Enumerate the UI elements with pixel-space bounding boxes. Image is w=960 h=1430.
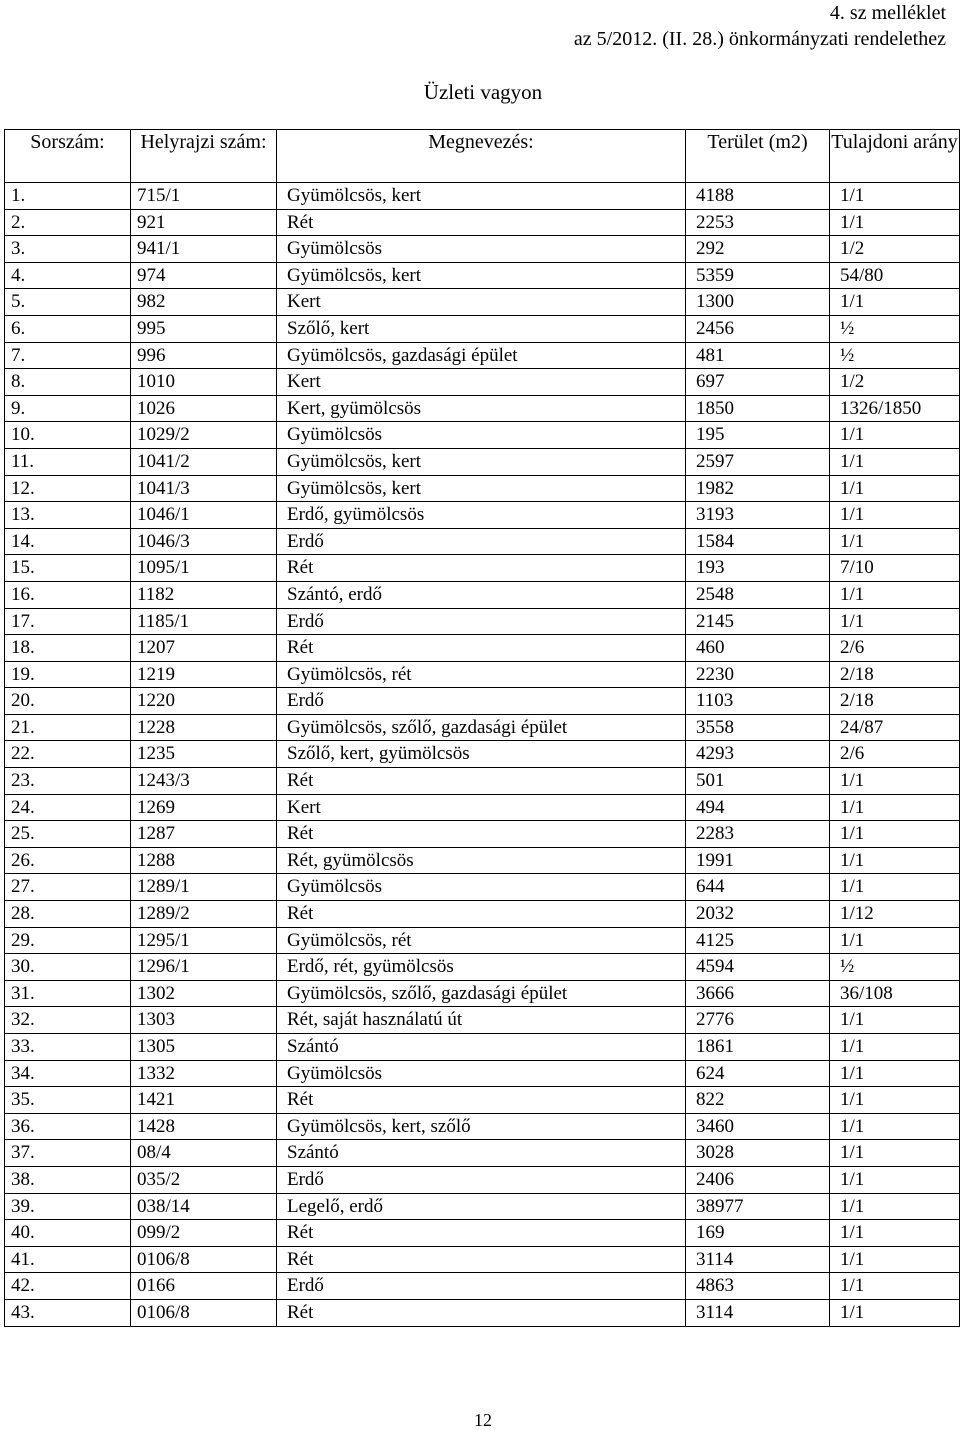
parcel-number-cell: 1288	[131, 847, 277, 874]
ownership-share-cell: 1/1	[830, 847, 960, 874]
serial-cell: 33.	[5, 1034, 131, 1061]
parcel-number-cell: 1332	[131, 1060, 277, 1087]
area-cell: 38977	[686, 1193, 830, 1220]
designation-cell: Gyümölcsös	[277, 236, 686, 263]
table-row	[5, 369, 960, 396]
parcel-number-cell: 921	[131, 209, 277, 236]
area-cell: 1982	[686, 475, 830, 502]
designation-cell: Gyümölcsös, gazdasági épület	[277, 342, 686, 369]
table-row	[5, 315, 960, 342]
designation-cell: Szántó, erdő	[277, 581, 686, 608]
designation-cell: Rét	[277, 555, 686, 582]
ownership-share-cell: 24/87	[830, 714, 960, 741]
table-row	[5, 874, 960, 901]
designation-cell: Gyümölcsös, szőlő, gazdasági épület	[277, 980, 686, 1007]
table-row	[5, 581, 960, 608]
serial-cell: 25.	[5, 821, 131, 848]
designation-cell: Rét	[277, 1299, 686, 1326]
table-row	[5, 395, 960, 422]
table-row	[5, 1034, 960, 1061]
parcel-number-cell: 1243/3	[131, 768, 277, 795]
area-cell: 4594	[686, 954, 830, 981]
serial-cell: 11.	[5, 448, 131, 475]
ownership-share-cell: ½	[830, 954, 960, 981]
ownership-share-cell: 1/1	[830, 581, 960, 608]
table-row	[5, 1060, 960, 1087]
ownership-share-cell: 1/1	[830, 874, 960, 901]
ownership-share-cell: 1/1	[830, 1060, 960, 1087]
table-row	[5, 1193, 960, 1220]
area-cell: 2032	[686, 901, 830, 928]
parcel-number-cell: 1041/3	[131, 475, 277, 502]
ownership-share-cell: 1/1	[830, 183, 960, 210]
parcel-number-cell: 1026	[131, 395, 277, 422]
table-header-row	[5, 130, 960, 183]
area-cell: 644	[686, 874, 830, 901]
page-number: 12	[474, 1410, 492, 1430]
ownership-share-cell: 1/1	[830, 1007, 960, 1034]
ownership-share-cell: 54/80	[830, 262, 960, 289]
designation-cell: Kert	[277, 369, 686, 396]
table-row	[5, 927, 960, 954]
table-row	[5, 768, 960, 795]
area-cell: 2145	[686, 608, 830, 635]
parcel-number-cell: 035/2	[131, 1166, 277, 1193]
area-cell: 3193	[686, 502, 830, 529]
table-row	[5, 608, 960, 635]
area-cell: 3558	[686, 714, 830, 741]
table-row	[5, 528, 960, 555]
table-row	[5, 714, 960, 741]
serial-cell: 42.	[5, 1273, 131, 1300]
serial-cell: 7.	[5, 342, 131, 369]
designation-cell: Gyümölcsös, rét	[277, 927, 686, 954]
table-row	[5, 1166, 960, 1193]
area-cell: 494	[686, 794, 830, 821]
table-row	[5, 901, 960, 928]
ownership-share-cell: 1/1	[830, 768, 960, 795]
table-row	[5, 1246, 960, 1273]
parcel-number-cell: 1269	[131, 794, 277, 821]
ownership-share-cell: 1/1	[830, 448, 960, 475]
area-cell: 460	[686, 635, 830, 662]
serial-cell: 16.	[5, 581, 131, 608]
serial-cell: 36.	[5, 1113, 131, 1140]
designation-cell: Rét	[277, 635, 686, 662]
table-row	[5, 502, 960, 529]
parcel-number-cell: 1295/1	[131, 927, 277, 954]
parcel-number-cell: 1046/3	[131, 528, 277, 555]
table-row	[5, 475, 960, 502]
designation-cell: Gyümölcsös	[277, 1060, 686, 1087]
parcel-number-cell: 1228	[131, 714, 277, 741]
serial-cell: 9.	[5, 395, 131, 422]
area-cell: 193	[686, 555, 830, 582]
designation-cell: Gyümölcsös	[277, 874, 686, 901]
column-header-serial: Sorszám:	[5, 130, 131, 183]
ownership-share-cell: 1/1	[830, 1087, 960, 1114]
parcel-number-cell: 996	[131, 342, 277, 369]
parcel-number-cell: 1296/1	[131, 954, 277, 981]
designation-cell: Rét	[277, 901, 686, 928]
serial-cell: 41.	[5, 1246, 131, 1273]
serial-cell: 38.	[5, 1166, 131, 1193]
designation-cell: Gyümölcsös, kert	[277, 475, 686, 502]
parcel-number-cell: 1421	[131, 1087, 277, 1114]
ownership-share-cell: 1/1	[830, 1246, 960, 1273]
area-cell: 2456	[686, 315, 830, 342]
parcel-number-cell: 974	[131, 262, 277, 289]
area-cell: 1584	[686, 528, 830, 555]
designation-cell: Erdő	[277, 1166, 686, 1193]
ownership-share-cell: 1/1	[830, 1193, 960, 1220]
ownership-share-cell: 2/18	[830, 688, 960, 715]
serial-cell: 14.	[5, 528, 131, 555]
designation-cell: Legelő, erdő	[277, 1193, 686, 1220]
designation-cell: Rét, gyümölcsös	[277, 847, 686, 874]
parcel-number-cell: 1428	[131, 1113, 277, 1140]
parcel-number-cell: 0166	[131, 1273, 277, 1300]
annex-number: 4. sz melléklet	[829, 2, 946, 24]
table-row	[5, 847, 960, 874]
table-row	[5, 1087, 960, 1114]
serial-cell: 19.	[5, 661, 131, 688]
area-cell: 292	[686, 236, 830, 263]
table-row	[5, 1140, 960, 1167]
serial-cell: 15.	[5, 555, 131, 582]
ownership-share-cell: 1/2	[830, 236, 960, 263]
area-cell: 2230	[686, 661, 830, 688]
table-row	[5, 342, 960, 369]
table-row	[5, 980, 960, 1007]
ownership-share-cell: 1/1	[830, 927, 960, 954]
parcel-number-cell: 1182	[131, 581, 277, 608]
table-row	[5, 794, 960, 821]
area-cell: 4188	[686, 183, 830, 210]
serial-cell: 1.	[5, 183, 131, 210]
area-cell: 3460	[686, 1113, 830, 1140]
parcel-number-cell: 1207	[131, 635, 277, 662]
ownership-share-cell: 1/1	[830, 821, 960, 848]
parcel-number-cell: 099/2	[131, 1220, 277, 1247]
designation-cell: Rét	[277, 821, 686, 848]
serial-cell: 24.	[5, 794, 131, 821]
parcel-number-cell: 1289/2	[131, 901, 277, 928]
area-cell: 481	[686, 342, 830, 369]
area-cell: 5359	[686, 262, 830, 289]
serial-cell: 18.	[5, 635, 131, 662]
designation-cell: Erdő, gyümölcsös	[277, 502, 686, 529]
parcel-number-cell: 1305	[131, 1034, 277, 1061]
table-row	[5, 289, 960, 316]
area-cell: 1103	[686, 688, 830, 715]
area-cell: 4293	[686, 741, 830, 768]
column-header-parcel-number: Helyrajzi szám:	[131, 130, 277, 183]
parcel-number-cell: 1185/1	[131, 608, 277, 635]
designation-cell: Szőlő, kert, gyümölcsös	[277, 741, 686, 768]
area-cell: 4863	[686, 1273, 830, 1300]
designation-cell: Gyümölcsös, kert	[277, 183, 686, 210]
area-cell: 195	[686, 422, 830, 449]
column-header-designation: Megnevezés:	[277, 130, 686, 183]
area-cell: 2776	[686, 1007, 830, 1034]
area-cell: 3666	[686, 980, 830, 1007]
serial-cell: 3.	[5, 236, 131, 263]
parcel-number-cell: 1289/1	[131, 874, 277, 901]
serial-cell: 26.	[5, 847, 131, 874]
parcel-number-cell: 038/14	[131, 1193, 277, 1220]
designation-cell: Rét	[277, 1246, 686, 1273]
designation-cell: Rét	[277, 1087, 686, 1114]
serial-cell: 28.	[5, 901, 131, 928]
area-cell: 169	[686, 1220, 830, 1247]
serial-cell: 4.	[5, 262, 131, 289]
serial-cell: 22.	[5, 741, 131, 768]
table-row	[5, 262, 960, 289]
designation-cell: Erdő, rét, gyümölcsös	[277, 954, 686, 981]
ownership-share-cell: 1/1	[830, 1166, 960, 1193]
designation-cell: Gyümölcsös, kert, szőlő	[277, 1113, 686, 1140]
designation-cell: Gyümölcsös, kert	[277, 448, 686, 475]
table-row	[5, 1299, 960, 1326]
ownership-share-cell: 2/6	[830, 635, 960, 662]
area-cell: 2406	[686, 1166, 830, 1193]
ownership-share-cell: ½	[830, 315, 960, 342]
serial-cell: 40.	[5, 1220, 131, 1247]
ownership-share-cell: 1/1	[830, 1034, 960, 1061]
table-row	[5, 209, 960, 236]
area-cell: 1300	[686, 289, 830, 316]
serial-cell: 12.	[5, 475, 131, 502]
ownership-share-cell: 1/1	[830, 794, 960, 821]
designation-cell: Kert, gyümölcsös	[277, 395, 686, 422]
parcel-number-cell: 715/1	[131, 183, 277, 210]
ownership-share-cell: 7/10	[830, 555, 960, 582]
annex-header	[574, 0, 946, 52]
ownership-share-cell: 1/1	[830, 502, 960, 529]
designation-cell: Gyümölcsös, rét	[277, 661, 686, 688]
table-row	[5, 555, 960, 582]
table-row	[5, 1113, 960, 1140]
serial-cell: 34.	[5, 1060, 131, 1087]
parcel-number-cell: 1287	[131, 821, 277, 848]
parcel-number-cell: 08/4	[131, 1140, 277, 1167]
serial-cell: 43.	[5, 1299, 131, 1326]
area-cell: 4125	[686, 927, 830, 954]
designation-cell: Rét	[277, 209, 686, 236]
parcel-number-cell: 1302	[131, 980, 277, 1007]
area-cell: 3028	[686, 1140, 830, 1167]
parcel-number-cell: 1046/1	[131, 502, 277, 529]
designation-cell: Gyümölcsös	[277, 422, 686, 449]
ownership-share-cell: 1/1	[830, 289, 960, 316]
parcel-number-cell: 1303	[131, 1007, 277, 1034]
serial-cell: 31.	[5, 980, 131, 1007]
parcel-number-cell: 1095/1	[131, 555, 277, 582]
serial-cell: 5.	[5, 289, 131, 316]
ownership-share-cell: 36/108	[830, 980, 960, 1007]
parcel-number-cell: 1041/2	[131, 448, 277, 475]
area-cell: 624	[686, 1060, 830, 1087]
ownership-share-cell: 2/6	[830, 741, 960, 768]
ownership-share-cell: 1/1	[830, 422, 960, 449]
parcel-number-cell: 1235	[131, 741, 277, 768]
ownership-share-cell: 1/1	[830, 1140, 960, 1167]
area-cell: 501	[686, 768, 830, 795]
area-cell: 2597	[686, 448, 830, 475]
table-row	[5, 1273, 960, 1300]
designation-cell: Rét, saját használatú út	[277, 1007, 686, 1034]
table-row	[5, 236, 960, 263]
serial-cell: 6.	[5, 315, 131, 342]
table-row	[5, 1220, 960, 1247]
table-row	[5, 688, 960, 715]
parcel-number-cell: 0106/8	[131, 1246, 277, 1273]
area-cell: 3114	[686, 1246, 830, 1273]
area-cell: 2548	[686, 581, 830, 608]
parcel-number-cell: 1029/2	[131, 422, 277, 449]
serial-cell: 20.	[5, 688, 131, 715]
area-cell: 697	[686, 369, 830, 396]
area-cell: 3114	[686, 1299, 830, 1326]
parcel-number-cell: 1010	[131, 369, 277, 396]
designation-cell: Kert	[277, 289, 686, 316]
designation-cell: Rét	[277, 768, 686, 795]
designation-cell: Erdő	[277, 688, 686, 715]
property-table	[4, 129, 960, 1327]
serial-cell: 35.	[5, 1087, 131, 1114]
parcel-number-cell: 0106/8	[131, 1299, 277, 1326]
ownership-share-cell: 1/1	[830, 209, 960, 236]
serial-cell: 17.	[5, 608, 131, 635]
table-row	[5, 448, 960, 475]
serial-cell: 23.	[5, 768, 131, 795]
parcel-number-cell: 941/1	[131, 236, 277, 263]
table-row	[5, 422, 960, 449]
designation-cell: Kert	[277, 794, 686, 821]
table-row	[5, 954, 960, 981]
table-row	[5, 1007, 960, 1034]
designation-cell: Szántó	[277, 1034, 686, 1061]
ownership-share-cell: ½	[830, 342, 960, 369]
ownership-share-cell: 2/18	[830, 661, 960, 688]
table-row	[5, 635, 960, 662]
serial-cell: 27.	[5, 874, 131, 901]
area-cell: 2283	[686, 821, 830, 848]
area-cell: 1850	[686, 395, 830, 422]
area-cell: 822	[686, 1087, 830, 1114]
table-row	[5, 661, 960, 688]
document-title: Üzleti vagyon	[423, 80, 543, 104]
ownership-share-cell: 1/1	[830, 1113, 960, 1140]
ownership-share-cell: 1/1	[830, 1299, 960, 1326]
serial-cell: 39.	[5, 1193, 131, 1220]
serial-cell: 37.	[5, 1140, 131, 1167]
ownership-share-cell: 1/1	[830, 1220, 960, 1247]
decree-reference: az 5/2012. (II. 28.) önkormányzati rendelethez	[573, 28, 946, 50]
serial-cell: 2.	[5, 209, 131, 236]
area-cell: 1861	[686, 1034, 830, 1061]
ownership-share-cell: 1/1	[830, 608, 960, 635]
parcel-number-cell: 982	[131, 289, 277, 316]
table-row	[5, 183, 960, 210]
parcel-number-cell: 995	[131, 315, 277, 342]
ownership-share-cell: 1/12	[830, 901, 960, 928]
serial-cell: 13.	[5, 502, 131, 529]
serial-cell: 21.	[5, 714, 131, 741]
parcel-number-cell: 1220	[131, 688, 277, 715]
designation-cell: Szántó	[277, 1140, 686, 1167]
serial-cell: 30.	[5, 954, 131, 981]
designation-cell: Erdő	[277, 1273, 686, 1300]
area-cell: 2253	[686, 209, 830, 236]
column-header-area: Terület (m2)	[686, 130, 830, 183]
designation-cell: Rét	[277, 1220, 686, 1247]
ownership-share-cell: 1/1	[830, 1273, 960, 1300]
ownership-share-cell: 1/2	[830, 369, 960, 396]
ownership-share-cell: 1/1	[830, 475, 960, 502]
serial-cell: 8.	[5, 369, 131, 396]
table-row	[5, 741, 960, 768]
ownership-share-cell: 1/1	[830, 528, 960, 555]
serial-cell: 32.	[5, 1007, 131, 1034]
ownership-share-cell: 1326/1850	[830, 395, 960, 422]
serial-cell: 29.	[5, 927, 131, 954]
designation-cell: Erdő	[277, 528, 686, 555]
table-row	[5, 821, 960, 848]
serial-cell: 10.	[5, 422, 131, 449]
parcel-number-cell: 1219	[131, 661, 277, 688]
table-body	[5, 183, 960, 1327]
column-header-ownership-share: Tulajdoni arány	[830, 130, 960, 183]
designation-cell: Erdő	[277, 608, 686, 635]
designation-cell: Gyümölcsös, szőlő, gazdasági épület	[277, 714, 686, 741]
designation-cell: Gyümölcsös, kert	[277, 262, 686, 289]
designation-cell: Szőlő, kert	[277, 315, 686, 342]
area-cell: 1991	[686, 847, 830, 874]
